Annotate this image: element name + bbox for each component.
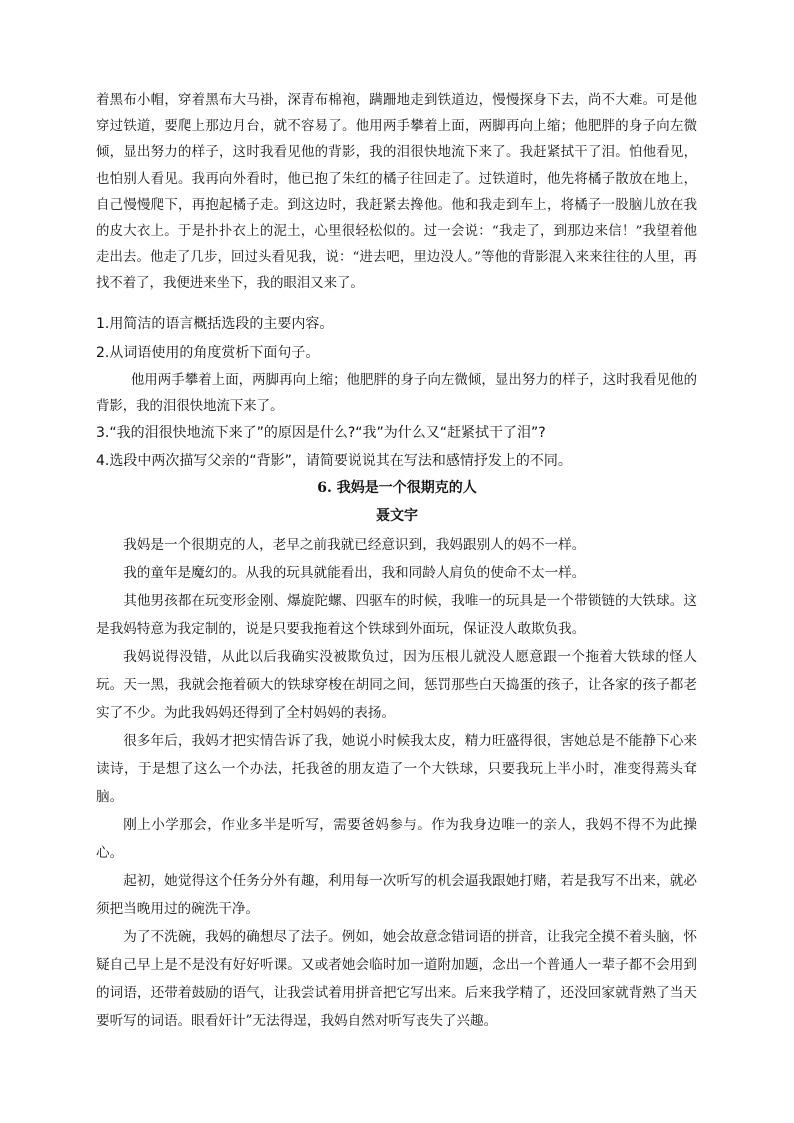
article-paragraph: 为了不洗碗，我妈的确想尽了法子。例如，她会故意念错词语的拼音，让我完全摸不着头脑，怀疑自己早上是不是没有好好听课。又或者她会临时加一道附加题，念出一个普通人一辈子都不会用到的词语，还带着鼓励的语气，让我尝试着用拼音把它写出来。后来我学精了，还没回家就背熟了当天要听写的词语。眼看奸计”无法得逞，我妈自然对听写丧失了兴趣。 xyxy=(96,929,697,1029)
article-title: 6. 我妈是一个很期克的人 xyxy=(317,480,477,496)
question-4: 4.选段中两次描写父亲的“背影”，请简要说说其在写法和感情抒发上的不同。 xyxy=(96,453,572,469)
article-author: 聂文宇 xyxy=(376,508,418,524)
article-body xyxy=(96,531,697,1035)
article-paragraph: 我的童年是魔幻的。从我的玩具就能看出，我和同龄人肩负的使命不太一样。 xyxy=(123,565,586,581)
article-paragraph: 很多年后，我妈才把实情告诉了我，她说小时候我太皮，精力旺盛得很，害她总是不能静下心来读诗，于是想了这么一个办法，托我爸的朋友造了一个大铁球，只要我玩上半小时，准变得蔫头耷脑。 xyxy=(96,733,697,805)
quoted-sentence: 他用两手攀着上面，两脚再向上缩；他肥胖的身子向左微倾，显出努力的样子，这时我看见他的背影，我的泪很快地流下来了。 xyxy=(96,373,697,414)
article-paragraph: 起初，她觉得这个任务分外有趣，利用每一次听写的机会逼我跟她打赌，若是我写不出来，就必须把当晚用过的碗洗干净。 xyxy=(96,873,697,917)
question-2: 2.从词语使用的角度赏析下面句子。 xyxy=(96,345,320,361)
article-paragraph: 我妈说得没错，从此以后我确实没被欺负过，因为压根儿就没人愿意跟一个拖着大铁球的怪人玩。天一黑，我就会拖着硕大的铁球穿梭在胡同之间，惩罚那些白天捣蛋的孩子，让各家的孩子都老实了不少。为此我妈妈还得到了全村妈妈的表扬。 xyxy=(96,649,697,721)
question-1: 1.用简洁的语言概括选段的主要内容。 xyxy=(96,316,334,332)
article-paragraph: 其他男孩都在玩变形金刚、爆旋陀螺、四驱车的时候，我唯一的玩具是一个带锁链的大铁球。这是我妈特意为我定制的，说是只要我拖着这个铁球到外面玩，保证没人敢欺负我。 xyxy=(96,593,697,637)
question-3: 3.“我的泪很快地流下来了”的原因是什么?“我”为什么又“赶紧拭干了泪”? xyxy=(96,425,546,441)
article-paragraph: 刚上小学那会，作业多半是听写，需要爸妈参与。作为我身边唯一的亲人，我妈不得不为此操心。 xyxy=(96,817,697,861)
article-paragraph: 我妈是一个很期克的人，老早之前我就已经意识到，我妈跟别人的妈不一样。 xyxy=(123,537,586,553)
passage-paragraph: 着黑布小帽，穿着黑布大马褂，深青布棉袍，蹒跚地走到铁道边，慢慢探身下去，尚不大难。可是他穿过铁道，要爬上那边月台，就不容易了。他用两手攀着上面，两脚再向上缩；他肥胖的身子向左微倾，显出努力的样子，这时我看见他的背影，我的泪很快地流下来了。我赶紧拭干了泪。怕他看见，也怕别人看见。我再向外看时，他已抱了朱红的橘子往回走了。过铁道时，他先将橘子散放在地上，自己慢慢爬下，再抱起橘子走。到这边时，我赶紧去搀他。他和我走到车上，将橘子一股脑儿放在我的皮大衣上。于是扑扑衣上的泥土，心里很轻松似的。过一会说：“我走了，到那边来信！”我望着他走出去。他走了几步，回过头看见我，说：“进去吧，里边没人。”等他的背影混入来来往往的人里，再找不着了，我便进来坐下，我的眼泪又来了。 xyxy=(96,93,697,292)
